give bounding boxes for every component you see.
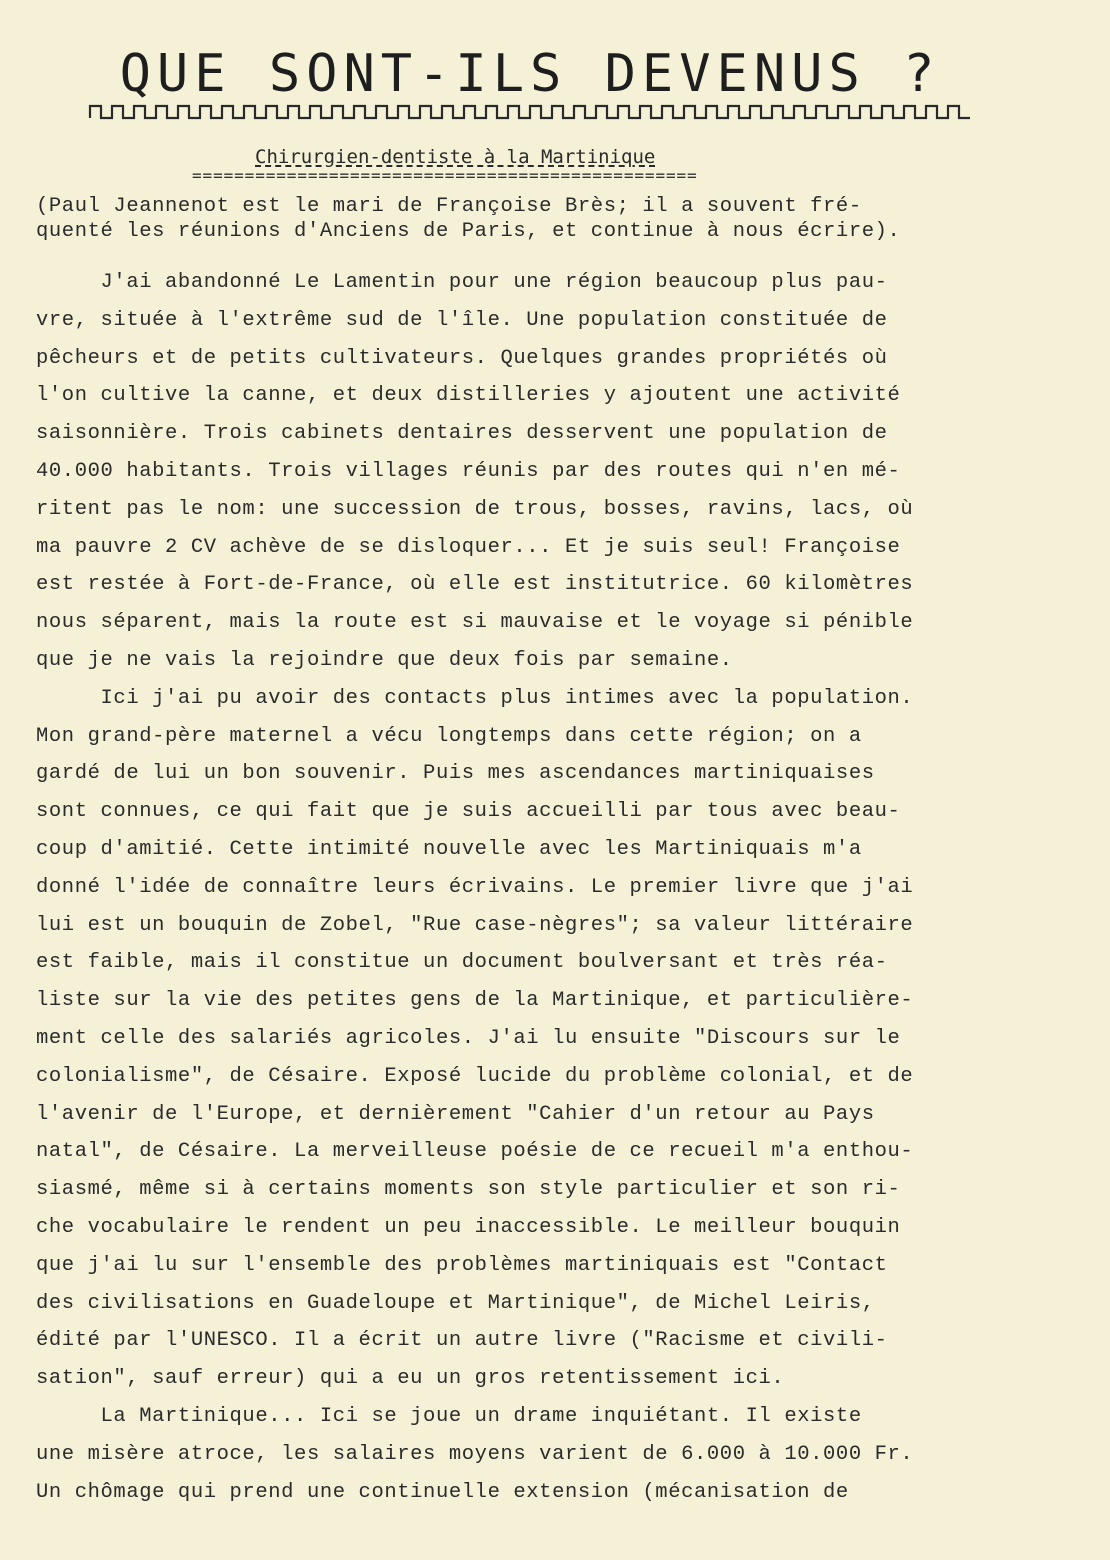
- body-line: donné l'idée de connaître leurs écrivains. Le premier livre que j'ai: [36, 875, 914, 899]
- body-line: est faible, mais il constitue un document boulversant et très réa-: [36, 951, 888, 975]
- body-line: pêcheurs et de petits cultivateurs. Quelques grandes propriétés où: [36, 346, 888, 370]
- body-line: natal", de Césaire. La merveilleuse poésie de ce recueil m'a enthou-: [36, 1140, 914, 1164]
- body-line: des civilisations en Guadeloupe et Martinique", de Michel Leiris,: [36, 1291, 875, 1315]
- body-line: Mon grand-père maternel a vécu longtemps dans cette région; on a: [36, 724, 862, 748]
- body-line: l'avenir de l'Europe, et dernièrement "Cahier d'un retour au Pays: [36, 1102, 875, 1126]
- body-line: che vocabulaire le rendent un peu inaccessible. Le meilleur bouquin: [36, 1215, 901, 1239]
- article-body: [36, 194, 1056, 1511]
- body-line: gardé de lui un bon souvenir. Puis mes ascendances martiniquaises: [36, 762, 875, 786]
- body-line: siasmé, même si à certains moments son style particulier et son ri-: [36, 1178, 901, 1202]
- article-subtitle: Chirurgien-dentiste à la Martinique: [255, 146, 656, 168]
- body-line: l'on cultive la canne, et deux distilleries y ajoutent une activité: [36, 384, 901, 408]
- page-title: QUE SONT-ILS DEVENUS ?: [119, 44, 941, 104]
- body-line: lui est un bouquin de Zobel, "Rue case-nègres"; sa valeur littéraire: [36, 913, 914, 937]
- body-line: édité par l'UNESCO. Il a écrit un autre livre ("Racisme et civili-: [36, 1329, 888, 1353]
- subtitle-double-rule: ================================================: [192, 166, 698, 185]
- intro-line: quenté les réunions d'Anciens de Paris, et continue à nous écrire).: [36, 220, 901, 243]
- body-line: 40.000 habitants. Trois villages réunis par des routes qui n'en mé-: [36, 459, 901, 483]
- body-line: coup d'amitié. Cette intimité nouvelle avec les Martiniquais m'a: [36, 837, 862, 861]
- intro-line: (Paul Jeannenot est le mari de Françoise Brès; il a souvent fré-: [36, 195, 862, 218]
- body-line: vre, située à l'extrême sud de l'île. Une population constituée de: [36, 308, 888, 332]
- title-zigzag-underline: [88, 100, 978, 124]
- body-line: nous séparent, mais la route est si mauvaise et le voyage si pénible: [36, 611, 914, 635]
- body-paragraphs: [36, 264, 1056, 1511]
- body-line: est restée à Fort-de-France, où elle est institutrice. 60 kilomètres: [36, 573, 914, 597]
- body-line: saisonnière. Trois cabinets dentaires desservent une population de: [36, 422, 888, 446]
- body-line: Un chômage qui prend une continuelle extension (mécanisation de: [36, 1480, 849, 1504]
- body-line: sation", sauf erreur) qui a eu un gros retentissement ici.: [36, 1367, 785, 1391]
- body-line: ment celle des salariés agricoles. J'ai lu ensuite "Discours sur le: [36, 1026, 901, 1050]
- body-line: colonialisme", de Césaire. Exposé lucide du problème colonial, et de: [36, 1064, 914, 1088]
- body-line: sont connues, ce qui fait que je suis accueilli par tous avec beau-: [36, 800, 901, 824]
- body-line: J'ai abandonné Le Lamentin pour une région beaucoup plus pau-: [36, 271, 888, 294]
- body-line: que je ne vais la rejoindre que deux fois par semaine.: [36, 648, 733, 672]
- intro-note: [36, 194, 1056, 244]
- body-line: ma pauvre 2 CV achève de se disloquer... Et je suis seul! Françoise: [36, 535, 901, 559]
- body-line: une misère atroce, les salaires moyens varient de 6.000 à 10.000 Fr.: [36, 1442, 914, 1466]
- body-line: que j'ai lu sur l'ensemble des problèmes martiniquais est "Contact: [36, 1253, 888, 1277]
- body-line: ritent pas le nom: une succession de trous, bosses, ravins, lacs, où: [36, 497, 914, 521]
- body-line: Ici j'ai pu avoir des contacts plus intimes avec la population.: [36, 686, 914, 710]
- body-line: liste sur la vie des petites gens de la Martinique, et particulière-: [36, 989, 914, 1013]
- body-line: La Martinique... Ici se joue un drame inquiétant. Il existe: [36, 1404, 862, 1428]
